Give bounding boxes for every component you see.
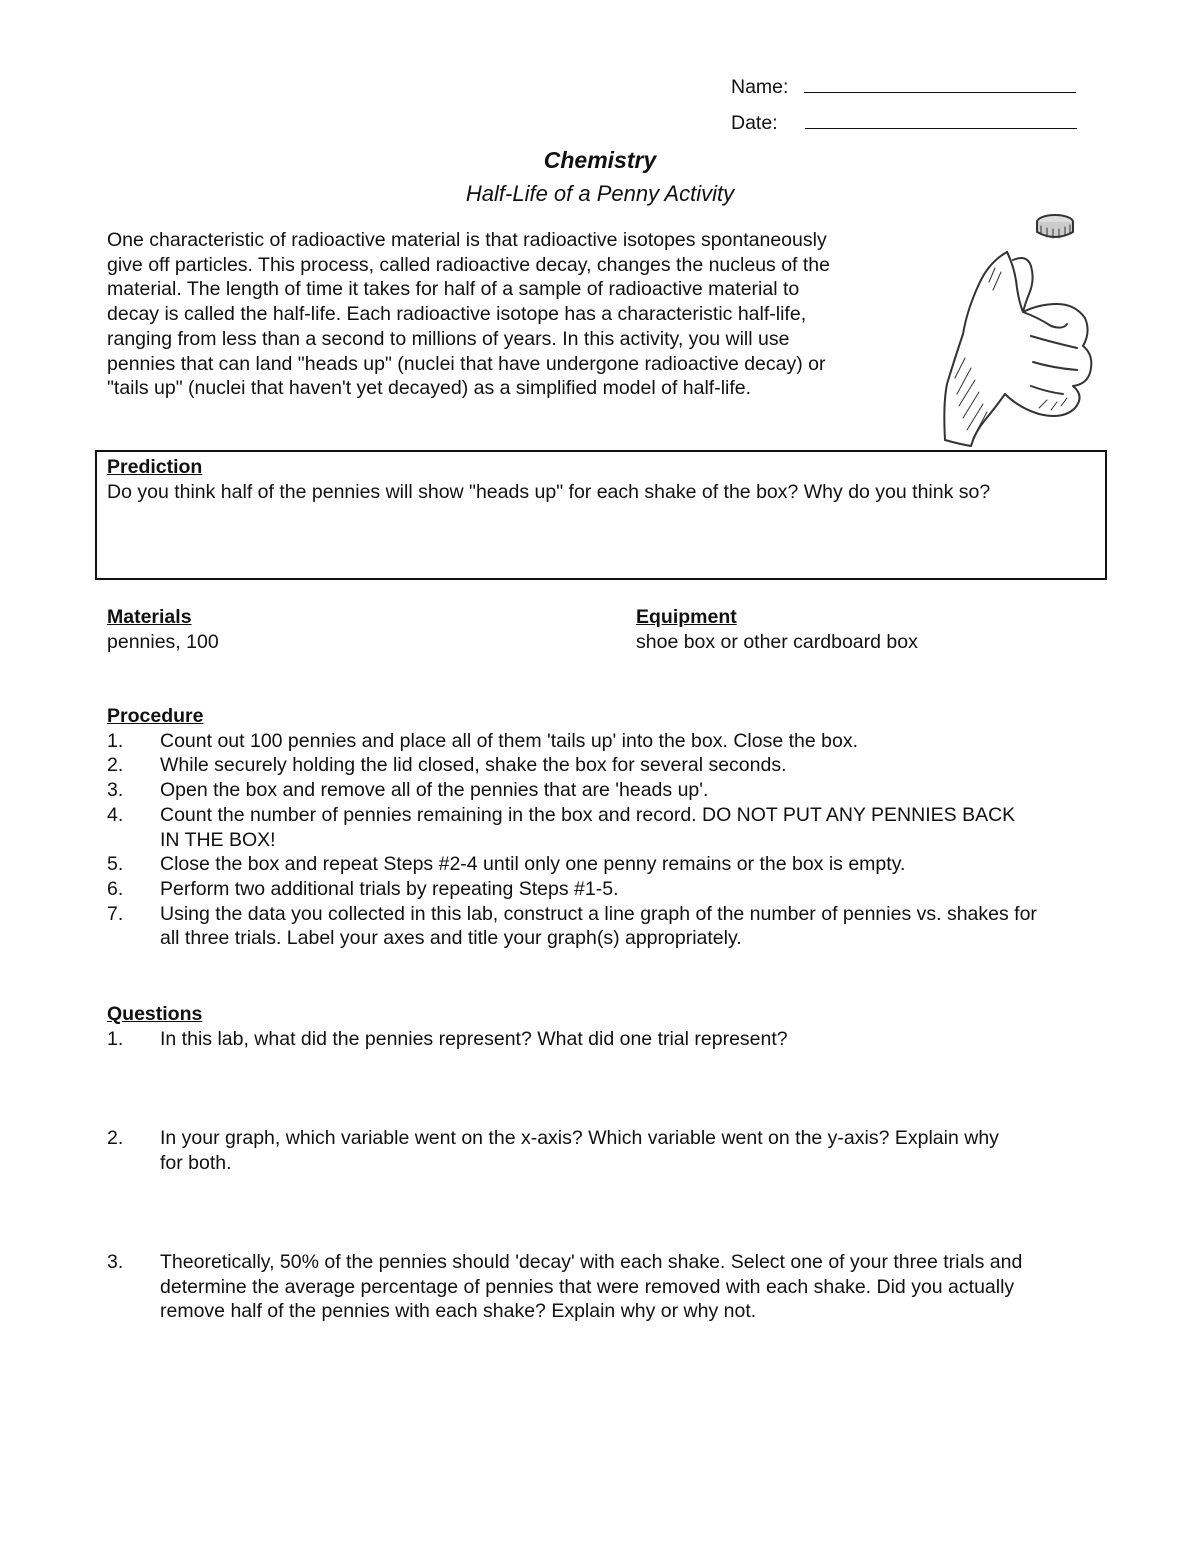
list-item [107, 778, 1167, 803]
list-item [107, 852, 1167, 877]
question-number: 3. [107, 1251, 124, 1273]
question-text: for both. [160, 1151, 232, 1174]
list-item [107, 877, 1167, 902]
step-text: Open the box and remove all of the pennies that are 'heads up'. [160, 779, 709, 802]
question-text: In this lab, what did the pennies represent? What did one trial represent? [160, 1028, 788, 1050]
step-number: 5. [107, 853, 124, 876]
materials-item: pennies, 100 [107, 630, 219, 653]
question-text: remove half of the pennies with each shake? Explain why or why not. [160, 1300, 757, 1323]
question-item [107, 1250, 1022, 1324]
list-item [107, 729, 1167, 754]
question-text: In your graph, which variable went on the x-axis? Which variable went on the y-axis? Explain why [160, 1127, 999, 1149]
name-blank[interactable] [804, 74, 1076, 93]
step-text: all three trials. Label your axes and title your graph(s) appropriately. [160, 927, 742, 950]
question-text: determine the average percentage of pennies that were removed with each shake. Did you actually [160, 1275, 1015, 1298]
date-label: Date: [731, 112, 778, 134]
list-item [107, 902, 1167, 951]
hand-flipping-coin-icon [935, 208, 1110, 448]
date-field-row [731, 110, 1077, 136]
procedure-section [107, 704, 1167, 951]
step-number: 7. [107, 902, 124, 925]
step-text: Close the box and repeat Steps #2-4 until only one penny remains or the box is empty. [160, 853, 906, 876]
name-field-row [731, 74, 1076, 100]
materials-section [107, 605, 219, 654]
step-text: Perform two additional trials by repeating Steps #1-5. [160, 877, 619, 900]
question-number: 1. [107, 1028, 124, 1050]
intro-paragraph [107, 228, 927, 401]
step-text: IN THE BOX! [160, 828, 276, 851]
question-item [107, 1027, 788, 1052]
procedure-list [107, 729, 1167, 951]
procedure-heading: Procedure [107, 705, 204, 727]
prediction-heading: Prediction [107, 456, 203, 478]
prediction-question: Do you think half of the pennies will show "heads up" for each shake of the box? Why do you think so? [107, 480, 991, 503]
intro-line: ranging from less than a second to millions of years. In this activity, you will use [107, 327, 790, 350]
step-text: Using the data you collected in this lab, construct a line graph of the number of pennies vs. shakes for [160, 902, 1037, 925]
prediction-box[interactable] [95, 450, 1107, 580]
step-number: 2. [107, 754, 124, 777]
intro-line: "tails up" (nuclei that haven't yet decayed) as a simplified model of half-life. [107, 377, 752, 400]
questions-heading: Questions [107, 1003, 203, 1025]
name-label: Name: [731, 76, 789, 98]
intro-line: material. The length of time it takes for half of a sample of radioactive material to [107, 278, 800, 301]
step-number: 6. [107, 877, 124, 900]
date-blank[interactable] [805, 110, 1077, 129]
equipment-item: shoe box or other cardboard box [636, 630, 918, 653]
page-title: Chemistry [543, 147, 657, 173]
intro-line: pennies that can land "heads up" (nuclei that have undergone radioactive decay) or [107, 352, 826, 375]
intro-line: give off particles. This process, called radioactive decay, changes the nucleus of the [107, 253, 830, 276]
question-item [107, 1126, 999, 1175]
list-item [107, 803, 1167, 852]
step-number: 1. [107, 729, 124, 752]
question-number: 2. [107, 1127, 124, 1149]
intro-line: decay is called the half-life. Each radioactive isotope has a characteristic half-life, [107, 303, 807, 326]
step-number: 3. [107, 779, 124, 802]
equipment-heading: Equipment [636, 606, 737, 628]
list-item [107, 753, 1167, 778]
intro-line: One characteristic of radioactive material is that radioactive isotopes spontaneously [107, 229, 827, 251]
equipment-section [636, 605, 918, 654]
materials-heading: Materials [107, 606, 192, 628]
page-subtitle: Half-Life of a Penny Activity [465, 181, 735, 206]
step-text: Count the number of pennies remaining in the box and record. DO NOT PUT ANY PENNIES BACK [160, 803, 1016, 826]
step-text: Count out 100 pennies and place all of them 'tails up' into the box. Close the box. [160, 729, 858, 752]
question-text: Theoretically, 50% of the pennies should 'decay' with each shake. Select one of your three trials and [160, 1251, 1023, 1273]
step-text: While securely holding the lid closed, shake the box for several seconds. [160, 754, 787, 777]
step-number: 4. [107, 803, 124, 826]
